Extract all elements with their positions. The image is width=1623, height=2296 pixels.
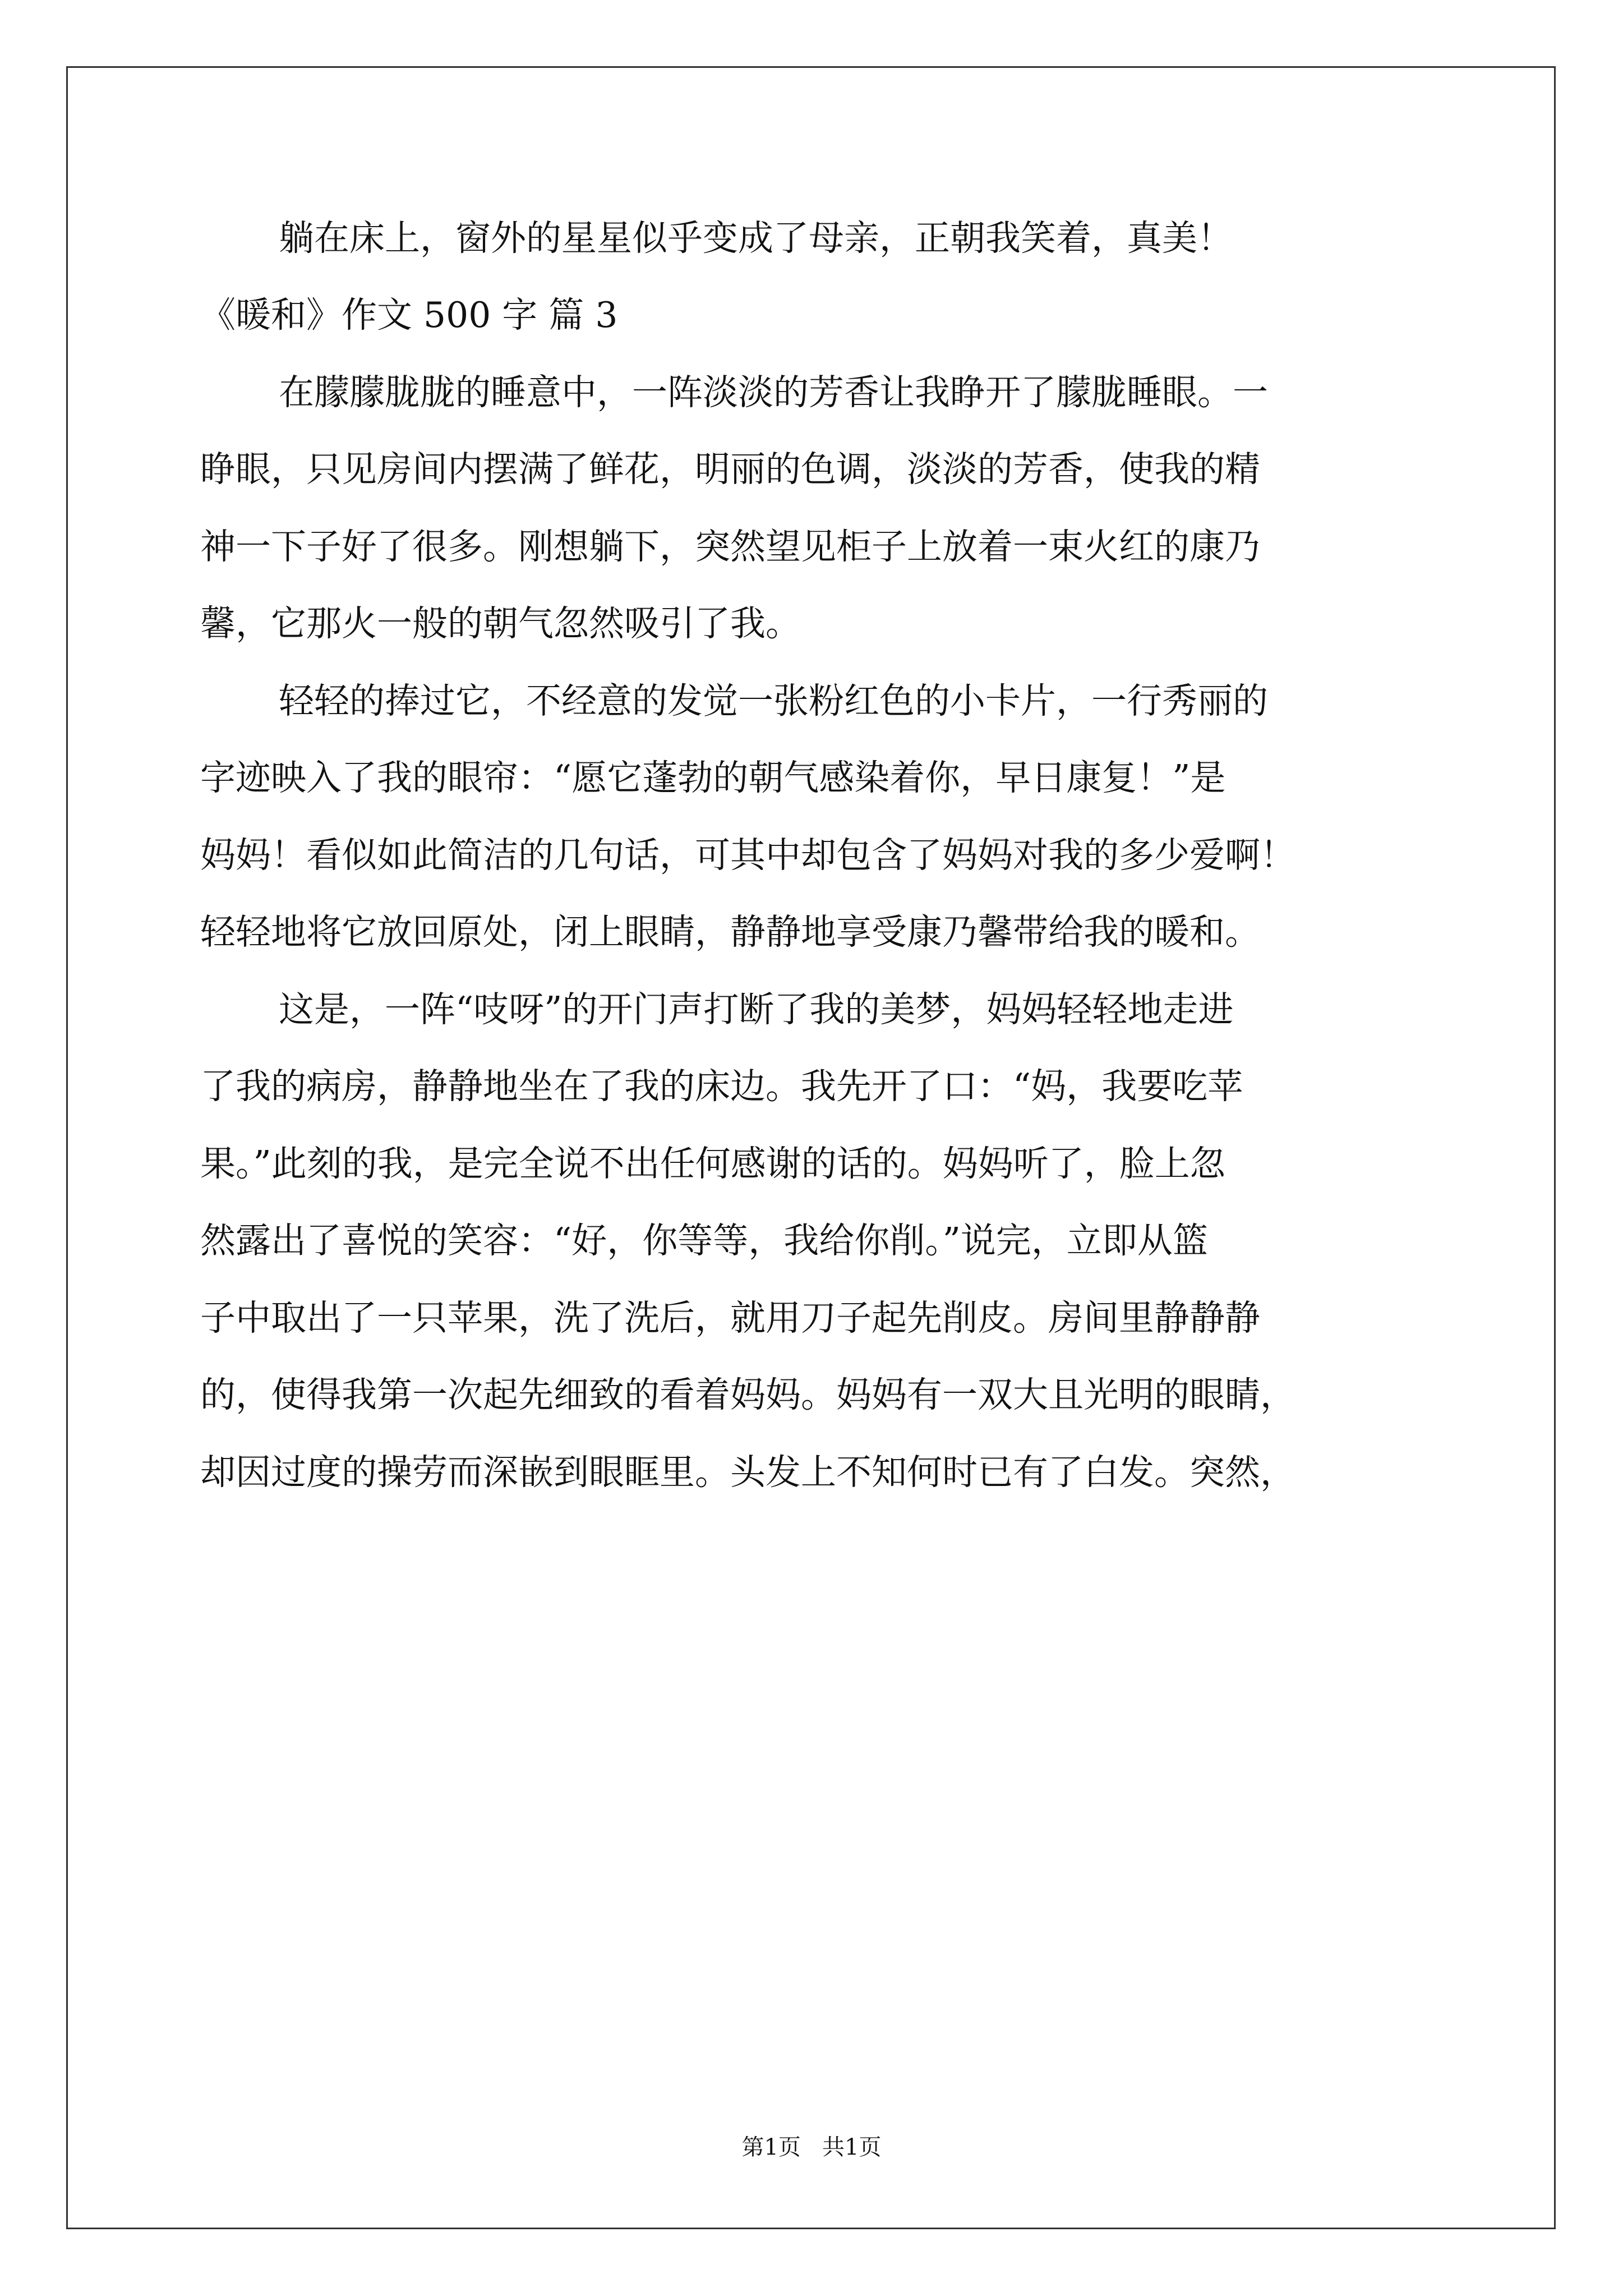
paragraph-line: 字迹映入了我的眼帘：“愿它蓬勃的朝气感染着你，早日康复！”是	[200, 757, 1226, 798]
paragraph-line: 这是，一阵“吱呀”的开门声打断了我的美梦，妈妈轻轻地走进	[279, 989, 1234, 1030]
page-footer: 第1页 共1页	[741, 2134, 882, 2160]
paragraph-line: 果。”此刻的我，是完全说不出任何感谢的话的。妈妈听了，脸上忽	[200, 1143, 1225, 1184]
paragraph-line: 轻轻的捧过它，不经意的发觉一张粉红色的小卡片，一行秀丽的	[279, 680, 1268, 721]
paragraph-line: 馨，它那火一般的朝气忽然吸引了我。	[200, 603, 801, 644]
section-heading: 《暖和》作文 500 字 篇 3	[200, 295, 618, 335]
paragraph-line: 却因过度的操劳而深嵌到眼眶里。头发上不知何时已有了白发。突然，	[200, 1452, 1295, 1493]
paragraph-line: 子中取出了一只苹果，洗了洗后，就用刀子起先削皮。房间里静静静	[200, 1297, 1260, 1338]
paragraph-line: 轻轻地将它放回原处，闭上眼睛，静静地享受康乃馨带给我的暖和。	[200, 912, 1260, 953]
paragraph-line: 在朦朦胧胧的睡意中，一阵淡淡的芳香让我睁开了朦胧睡眼。一	[279, 372, 1268, 413]
paragraph-line: 睁眼，只见房间内摆满了鲜花，明丽的色调，淡淡的芳香，使我的精	[200, 449, 1260, 490]
paragraph-line: 妈妈！看似如此简洁的几句话，可其中却包含了妈妈对我的多少爱啊！	[200, 835, 1295, 876]
paragraph-line: 神一下子好了很多。刚想躺下，突然望见柜子上放着一束火红的康乃	[200, 526, 1260, 567]
paragraph-line: 的，使得我第一次起先细致的看着妈妈。妈妈有一双大且光明的眼睛，	[200, 1374, 1295, 1415]
paragraph-line: 然露出了喜悦的笑容：“好，你等等，我给你削。”说完，立即从篮	[200, 1220, 1208, 1261]
paragraph-line: 了我的病房，静静地坐在了我的床边。我先开了口：“妈，我要吃苹	[200, 1066, 1243, 1107]
paragraph-line: 躺在床上，窗外的星星似乎变成了母亲，正朝我笑着，真美！	[279, 218, 1233, 259]
